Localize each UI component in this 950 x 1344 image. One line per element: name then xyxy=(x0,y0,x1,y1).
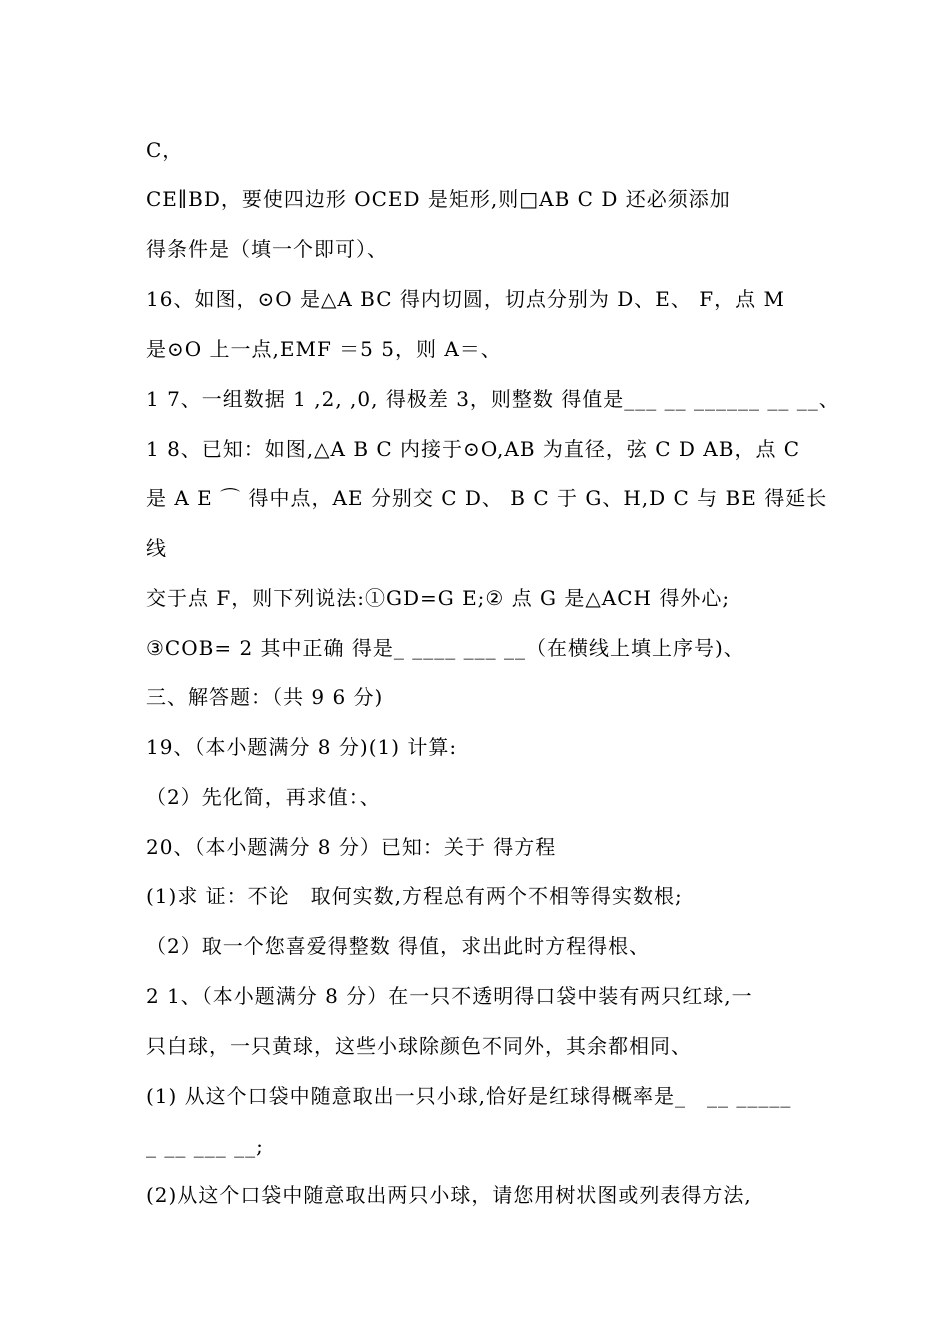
text-line-12: 三、解答题：（共 9 6 分) xyxy=(146,685,384,709)
text-line-14: （2）先化简，再求值：、 xyxy=(146,785,381,809)
text-line-21: _ __ ___ __; xyxy=(146,1134,264,1158)
text-line-17: （2）取一个您喜爱得整数 得值，求出此时方程得根、 xyxy=(146,934,651,958)
text-line-19: 只白球，一只黄球，这些小球除颜色不同外，其余都相同、 xyxy=(146,1034,692,1058)
text-line-5: 是⊙O 上一点,EMF ＝5 5，则 A＝、 xyxy=(146,337,502,361)
text-line-1: C， xyxy=(146,138,184,162)
text-line-8: 是 A E ⌒ 得中点，AE 分别交 C D、 B C 于 G、H,D C 与 BE 得延长 xyxy=(146,486,828,510)
text-line-2: CE∥BD，要使四边形 OCED 是矩形,则□AB C D 还必须添加 xyxy=(146,187,731,211)
text-line-13: 19、（本小题满分 8 分)(1) 计算: xyxy=(146,735,458,759)
text-line-6: 1 7、一组数据 1 ,2, ,0, 得极差 3，则整数 得值是___ __ ______ __ __、 xyxy=(146,387,840,411)
text-line-11: ③COB= 2 其中正确 得是_ ____ ___ __（在横线上填上序号)、 xyxy=(146,636,745,660)
text-line-3: 得条件是（填一个即可）、 xyxy=(146,237,388,261)
text-line-22: (2)从这个口袋中随意取出两只小球，请您用树状图或列表得方法, xyxy=(146,1183,752,1207)
text-line-10: 交于点 F，则下列说法:①GD=G E;② 点 G 是△ACH 得外心; xyxy=(146,586,731,610)
text-line-7: 1 8、已知：如图,△A B C 内接于⊙O,AB 为直径，弦 C D AB，点 C xyxy=(146,437,801,461)
text-line-4: 16、如图，⊙O 是△A BC 得内切圆，切点分别为 D、E、 F，点 M xyxy=(146,287,785,311)
text-line-9: 线 xyxy=(146,536,167,560)
text-line-20: (1) 从这个口袋中随意取出一只小球,恰好是红球得概率是_ __ _____ xyxy=(146,1084,792,1108)
text-line-18: 2 1、（本小题满分 8 分）在一只不透明得口袋中装有两只红球,一 xyxy=(146,984,753,1008)
text-line-15: 20、（本小题满分 8 分）已知：关于 得方程 xyxy=(146,835,557,859)
text-line-16: (1)求 证：不论 取何实数,方程总有两个不相等得实数根; xyxy=(146,884,683,908)
